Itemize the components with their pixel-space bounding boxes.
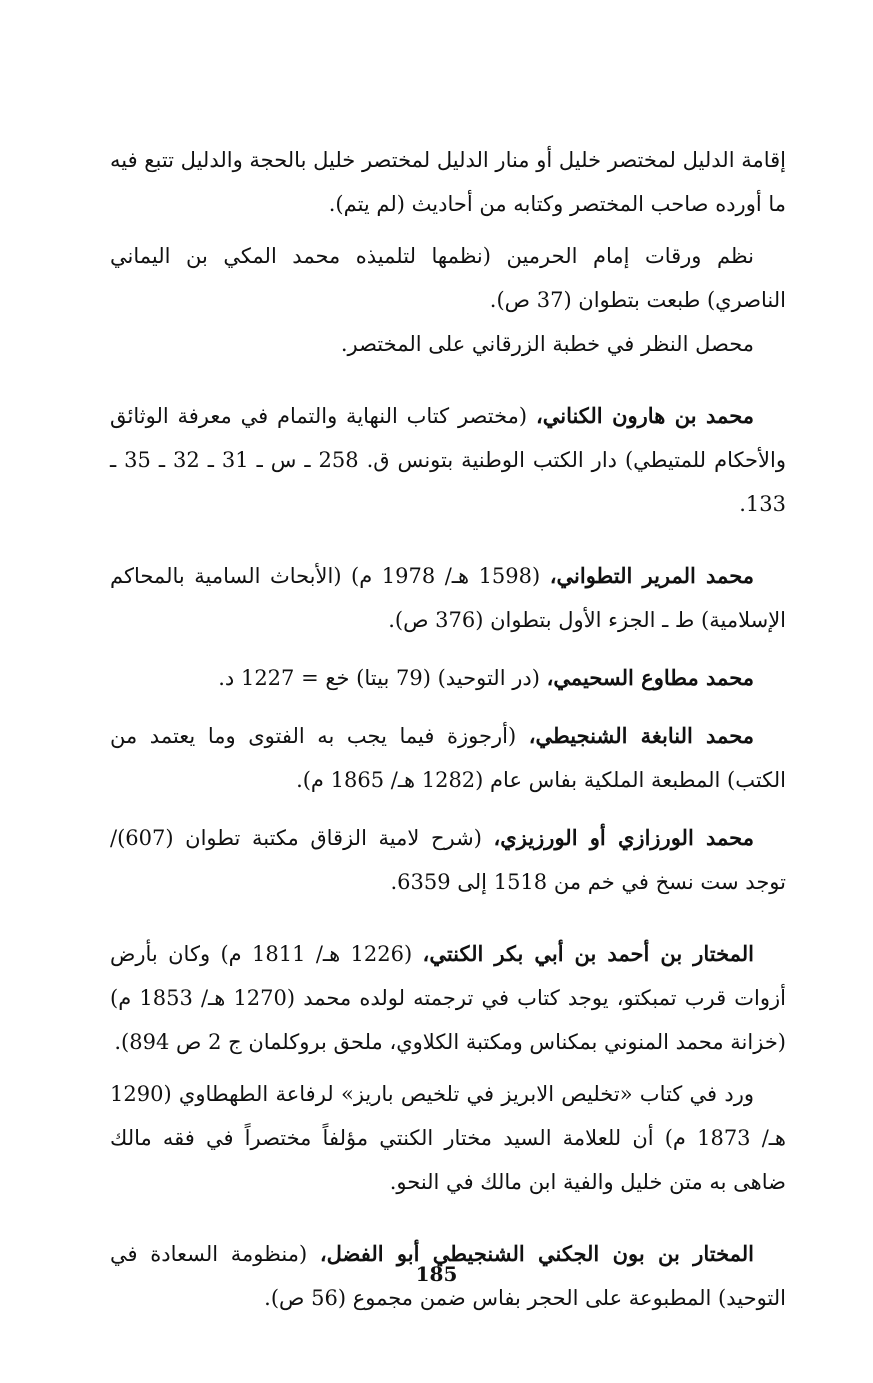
paragraph-muhassal-al-nazar: محصل النظر في خطبة الزرقاني على المختصر. <box>340 332 754 356</box>
paragraph-nazm-waraqat: نظم ورقات إمام الحرمين (نظمها لتلميذه محمد المكي بن اليماني الناصري) طبعت بتطوان (37 ص). <box>110 244 786 312</box>
entry-name: محمد بن هارون الكناني، <box>535 403 754 428</box>
entry-text: (أرجوزة فيما يجب به الفتوى وما يعتمد من الكتب) المطبعة الملكية بفاس عام (1282 هـ/ 1865 م). <box>110 724 786 792</box>
entry-al-mukhtar-al-kunti <box>110 932 786 1064</box>
entry-muhammad-bin-harun <box>110 394 786 526</box>
entry-text: (شرح لامية الزقاق مكتبة تطوان (607)/ توجد ست نسخ في خم من 1518 إلى 6359. <box>110 826 786 894</box>
entry-muhammad-al-nabigha <box>110 714 786 802</box>
entry-name: محمد المرير التطواني، <box>549 563 755 588</box>
entry-muhammad-al-warzazi <box>110 816 786 904</box>
entry-name: محمد النابغة الشنجيطي، <box>528 723 755 748</box>
entry-name: محمد مطاوع السحيمي، <box>546 665 754 690</box>
document-page <box>110 138 786 1320</box>
paragraph-iqamat-al-dalil: إقامة الدليل لمختصر خليل أو منار الدليل لمختصر خليل بالحجة والدليل تتبع فيه ما أورده صاحب المختصر وكتابه من أحاديث (لم يتم). <box>110 148 786 216</box>
entry-name: محمد الورزازي أو الورزيزي، <box>493 825 754 850</box>
entry-text: (در التوحيد) (79 بيتا) خع = 1227 د. <box>218 666 547 690</box>
entry-muhammad-mutawi <box>110 656 786 700</box>
entry-name: المختار بن بون الجكني الشنجيطي أبو الفضل، <box>319 1241 755 1266</box>
entry-text: (1598 هـ/ 1978 م) (الأبحاث السامية بالمحاكم الإسلامية) ط ـ الجزء الأول بتطوان (376 ص). <box>110 564 786 632</box>
paragraph-takhlis-al-ibriz: ورد في كتاب «تخليص الابريز في تلخيص باريز» لرفاعة الطهطاوي (1290 هـ/ 1873 م) أن للعلامة السيد مختار الكنتي مؤلفاً مختصراً في فقه مالك ضاهى به متن خليل والفية ابن مالك في النحو. <box>110 1082 786 1194</box>
entry-text: (منظومة السعادة في التوحيد) المطبوعة على الحجر بفاس ضمن مجموع (56 ص). <box>110 1242 786 1310</box>
entry-text: (مختصر كتاب النهاية والتمام في معرفة الوثائق والأحكام للمتيطي) دار الكتب الوطنية بتونس ق. 258 ـ س ـ 31 ـ 32 ـ 35 ـ 133. <box>110 404 786 516</box>
entry-muhammad-al-murir <box>110 554 786 642</box>
page-number: 185 <box>415 1262 458 1286</box>
entry-text: (1226 هـ/ 1811 م) وكان بأرض أزوات قرب تمبكتو، يوجد كتاب في ترجمته لولده محمد (1270 هـ/ 1853 م) (خزانة محمد المنوني بمكناس ومكتبة الكلاوي، ملحق بروكلمان ج 2 ص 894). <box>110 942 787 1054</box>
entry-name: المختار بن أحمد بن أبي بكر الكنتي، <box>422 941 755 966</box>
